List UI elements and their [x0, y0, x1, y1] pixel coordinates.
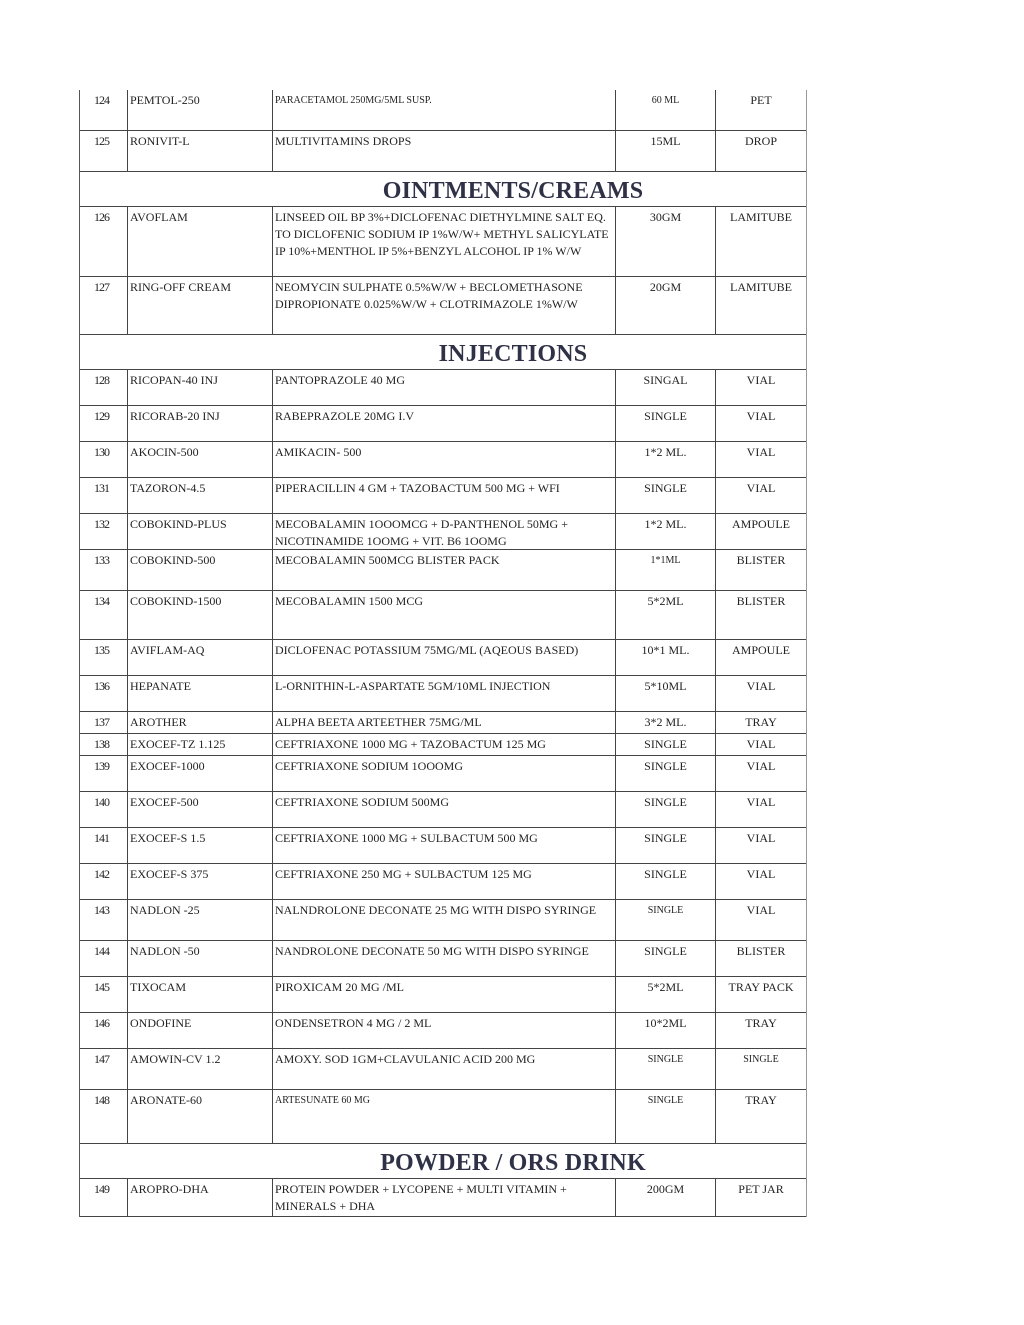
product-name: HEPANATE: [127, 676, 272, 711]
product-name: ONDOFINE: [127, 1013, 272, 1048]
row-number: 127: [94, 280, 109, 294]
product-name: AROTHER: [127, 712, 272, 733]
rows-group-d: [80, 1179, 806, 1217]
packing-type: VIAL: [715, 406, 806, 441]
table-row: [80, 712, 806, 734]
composition: DICLOFENAC POTASSIUM 75MG/ML (AQEOUS BASED): [272, 640, 615, 675]
composition: PROTEIN POWDER + LYCOPENE + MULTI VITAMIN + MINERALS + DHA: [272, 1179, 615, 1216]
composition: MECOBALAMIN 1OOOMCG + D-PANTHENOL 50MG + NICOTINAMIDE 1OOMG + VIT. B6 1OOMG: [272, 514, 615, 549]
pack-size: 5*2ML: [615, 591, 715, 639]
pack-size: SINGLE: [615, 1049, 715, 1089]
product-name: AVOFLAM: [127, 207, 272, 276]
table-row: [80, 131, 806, 172]
section-heading-ointments: [80, 172, 806, 207]
composition: CEFTRIAXONE 1000 MG + SULBACTUM 500 MG: [272, 828, 615, 863]
product-name: RONIVIT-L: [127, 131, 272, 171]
table-row: [80, 941, 806, 977]
product-name: EXOCEF-1000: [127, 756, 272, 791]
packing-type: VIAL: [715, 756, 806, 791]
section-heading-powder: [80, 1144, 806, 1179]
pack-size: SINGLE: [615, 1090, 715, 1143]
packing-type: VIAL: [715, 900, 806, 940]
packing-type: TRAY: [715, 1090, 806, 1143]
composition: PIROXICAM 20 MG /ML: [272, 977, 615, 1012]
product-name: EXOCEF-TZ 1.125: [127, 734, 272, 755]
row-number: 126: [94, 210, 109, 224]
section-heading-injections: [80, 335, 806, 370]
pack-size: 5*2ML: [615, 977, 715, 1012]
product-name: EXOCEF-S 375: [127, 864, 272, 899]
rows-group-b: [80, 207, 806, 335]
packing-type: TRAY: [715, 1013, 806, 1048]
product-name: EXOCEF-S 1.5: [127, 828, 272, 863]
product-name: COBOKIND-500: [127, 550, 272, 590]
product-name: COBOKIND-1500: [127, 591, 272, 639]
row-number: 134: [94, 594, 109, 608]
pack-size: 200GM: [615, 1179, 715, 1216]
packing-type: SINGLE: [715, 1049, 806, 1089]
composition: LINSEED OIL BP 3%+DICLOFENAC DIETHYLMINE SALT EQ. TO DICLOFENIC SODIUM IP 1%W/W+ METHYL SALICYLATE IP 10%+MENTHOL IP 5%+BENZYL ALCOHOL IP 1% W/W: [272, 207, 615, 276]
composition: ONDENSETRON 4 MG / 2 ML: [272, 1013, 615, 1048]
row-number: 145: [94, 980, 109, 994]
table-row: [80, 864, 806, 900]
packing-type: TRAY PACK: [715, 977, 806, 1012]
product-name: AVIFLAM-AQ: [127, 640, 272, 675]
table-row: [80, 676, 806, 712]
pack-size: 15ML: [615, 131, 715, 171]
row-number: 142: [94, 867, 109, 881]
row-number: 132: [94, 517, 109, 531]
row-number: 130: [94, 445, 109, 459]
composition: ARTESUNATE 60 MG: [272, 1090, 615, 1143]
pack-size: SINGLE: [615, 406, 715, 441]
composition: AMIKACIN- 500: [272, 442, 615, 477]
table-row: [80, 550, 806, 591]
composition: CEFTRIAXONE SODIUM 500MG: [272, 792, 615, 827]
packing-type: BLISTER: [715, 591, 806, 639]
table-row: [80, 977, 806, 1013]
row-number: 124: [94, 93, 109, 107]
composition: L-ORNITHIN-L-ASPARTATE 5GM/10ML INJECTION: [272, 676, 615, 711]
packing-type: VIAL: [715, 792, 806, 827]
row-number: 129: [94, 409, 109, 423]
composition: CEFTRIAXONE 250 MG + SULBACTUM 125 MG: [272, 864, 615, 899]
packing-type: DROP: [715, 131, 806, 171]
composition: PARACETAMOL 250MG/5ML SUSP.: [272, 90, 615, 130]
product-name: AROPRO-DHA: [127, 1179, 272, 1216]
product-name: ARONATE-60: [127, 1090, 272, 1143]
pack-size: SINGLE: [615, 900, 715, 940]
packing-type: AMPOULE: [715, 640, 806, 675]
row-number: 131: [94, 481, 109, 495]
product-name: RICOPAN-40 INJ: [127, 370, 272, 405]
product-name: RICORAB-20 INJ: [127, 406, 272, 441]
row-number: 128: [94, 373, 109, 387]
row-number: 133: [94, 553, 109, 567]
table-row: [80, 442, 806, 478]
packing-type: VIAL: [715, 370, 806, 405]
table-row: [80, 90, 806, 131]
pack-size: 5*10ML: [615, 676, 715, 711]
packing-type: TRAY: [715, 712, 806, 733]
row-number: 139: [94, 759, 109, 773]
table-row: [80, 1049, 806, 1090]
row-number: 136: [94, 679, 109, 693]
row-number: 148: [94, 1093, 109, 1107]
row-number: 147: [94, 1052, 109, 1066]
pack-size: SINGLE: [615, 828, 715, 863]
packing-type: BLISTER: [715, 941, 806, 976]
pack-size: SINGLE: [615, 756, 715, 791]
pack-size: 3*2 ML.: [615, 712, 715, 733]
table-row: [80, 1013, 806, 1049]
composition: MECOBALAMIN 1500 MCG: [272, 591, 615, 639]
packing-type: VIAL: [715, 442, 806, 477]
table-row: [80, 406, 806, 442]
heading-text: INJECTIONS: [438, 341, 588, 367]
heading-text: POWDER / ORS DRINK: [380, 1150, 646, 1176]
table-row: [80, 792, 806, 828]
pack-size: 60 ML: [615, 90, 715, 130]
table-row: [80, 900, 806, 941]
product-table: [79, 90, 807, 1217]
table-row: [80, 640, 806, 676]
table-row: [80, 1090, 806, 1144]
product-name: COBOKIND-PLUS: [127, 514, 272, 549]
composition: NANDROLONE DECONATE 50 MG WITH DISPO SYRINGE: [272, 941, 615, 976]
table-row: [80, 277, 806, 335]
composition: AMOXY. SOD 1GM+CLAVULANIC ACID 200 MG: [272, 1049, 615, 1089]
table-row: [80, 828, 806, 864]
table-row: [80, 370, 806, 406]
table-row: [80, 734, 806, 756]
composition: PIPERACILLIN 4 GM + TAZOBACTUM 500 MG + WFI: [272, 478, 615, 513]
table-row: [80, 478, 806, 514]
product-name: TAZORON-4.5: [127, 478, 272, 513]
product-name: EXOCEF-500: [127, 792, 272, 827]
packing-type: PET: [715, 90, 806, 130]
pack-size: 1*1ML: [615, 550, 715, 590]
packing-type: VIAL: [715, 864, 806, 899]
pack-size: 20GM: [615, 277, 715, 334]
rows-group-c: [80, 370, 806, 1144]
composition: ALPHA BEETA ARTEETHER 75MG/ML: [272, 712, 615, 733]
product-name: PEMTOL-250: [127, 90, 272, 130]
packing-type: VIAL: [715, 478, 806, 513]
pack-size: SINGLE: [615, 478, 715, 513]
row-number: 135: [94, 643, 109, 657]
composition: CEFTRIAXONE 1000 MG + TAZOBACTUM 125 MG: [272, 734, 615, 755]
row-number: 140: [94, 795, 109, 809]
pack-size: 10*1 ML.: [615, 640, 715, 675]
packing-type: AMPOULE: [715, 514, 806, 549]
heading-text: OINTMENTS/CREAMS: [382, 178, 644, 204]
product-name: AKOCIN-500: [127, 442, 272, 477]
product-name: NADLON -50: [127, 941, 272, 976]
row-number: 144: [94, 944, 109, 958]
table-row: [80, 207, 806, 277]
table-row: [80, 514, 806, 550]
composition: NALNDROLONE DECONATE 25 MG WITH DISPO SYRINGE: [272, 900, 615, 940]
pack-size: SINGLE: [615, 734, 715, 755]
product-name: TIXOCAM: [127, 977, 272, 1012]
pack-size: SINGLE: [615, 864, 715, 899]
pack-size: SINGAL: [615, 370, 715, 405]
product-name: NADLON -25: [127, 900, 272, 940]
packing-type: VIAL: [715, 828, 806, 863]
row-number: 143: [94, 903, 109, 917]
packing-type: LAMITUBE: [715, 207, 806, 276]
composition: RABEPRAZOLE 20MG I.V: [272, 406, 615, 441]
packing-type: BLISTER: [715, 550, 806, 590]
row-number: 149: [94, 1182, 109, 1196]
composition: MULTIVITAMINS DROPS: [272, 131, 615, 171]
pack-size: 10*2ML: [615, 1013, 715, 1048]
packing-type: PET JAR: [715, 1179, 806, 1216]
table-row: [80, 591, 806, 640]
pack-size: SINGLE: [615, 941, 715, 976]
product-name: RING-OFF CREAM: [127, 277, 272, 334]
product-name: AMOWIN-CV 1.2: [127, 1049, 272, 1089]
composition: PANTOPRAZOLE 40 MG: [272, 370, 615, 405]
pack-size: 1*2 ML.: [615, 514, 715, 549]
pack-size: 1*2 ML.: [615, 442, 715, 477]
composition: NEOMYCIN SULPHATE 0.5%W/W + BECLOMETHASONE DIPROPIONATE 0.025%W/W + CLOTRIMAZOLE 1%W/W: [272, 277, 615, 334]
pack-size: SINGLE: [615, 792, 715, 827]
row-number: 141: [94, 831, 109, 845]
row-number: 138: [94, 737, 109, 751]
composition: CEFTRIAXONE SODIUM 1OOOMG: [272, 756, 615, 791]
table-row: [80, 756, 806, 792]
pack-size: 30GM: [615, 207, 715, 276]
row-number: 146: [94, 1016, 109, 1030]
composition: MECOBALAMIN 500MCG BLISTER PACK: [272, 550, 615, 590]
packing-type: LAMITUBE: [715, 277, 806, 334]
table-row: [80, 1179, 806, 1217]
packing-type: VIAL: [715, 676, 806, 711]
rows-group-a: [80, 90, 806, 172]
row-number: 125: [94, 134, 109, 148]
packing-type: VIAL: [715, 734, 806, 755]
row-number: 137: [94, 715, 109, 729]
